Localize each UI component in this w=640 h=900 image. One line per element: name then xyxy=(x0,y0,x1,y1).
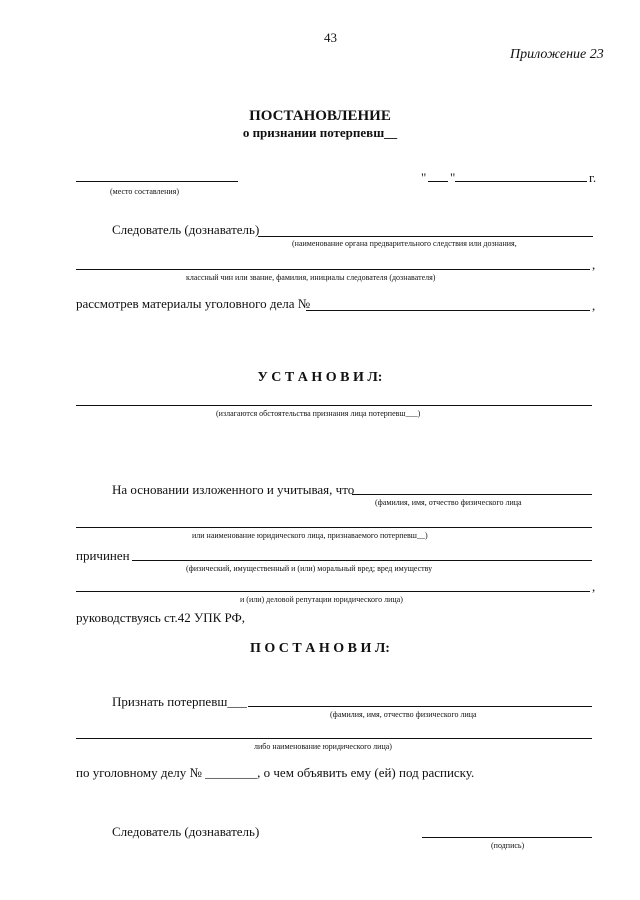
resolved-heading: П О С Т А Н О В И Л: xyxy=(250,641,390,656)
victim-legal-caption: или наименование юридического лица, признаваемого потерпевш__) xyxy=(192,531,428,540)
reputation-comma: , xyxy=(592,579,596,594)
date-day-line[interactable] xyxy=(428,181,448,182)
date-quote-close: " xyxy=(450,170,456,185)
date-quote-open: " xyxy=(421,170,427,185)
recognize-label: Признать потерпевш___ xyxy=(112,694,247,709)
investigator-rank-line[interactable] xyxy=(76,269,590,270)
recognized-person-line[interactable] xyxy=(248,706,592,707)
appendix-label: Приложение 23 xyxy=(510,47,604,62)
criminal-case-text: по уголовному делу № ________, о чем объявить ему (ей) под расписку. xyxy=(76,765,475,780)
signature-line[interactable] xyxy=(422,837,592,838)
reputation-line[interactable] xyxy=(76,591,590,592)
established-heading: У С Т А Н О В И Л: xyxy=(257,370,383,385)
place-field-line[interactable] xyxy=(76,181,238,182)
case-materials-text: рассмотрев материалы уголовного дела № xyxy=(76,296,311,311)
date-month-line[interactable] xyxy=(455,181,587,182)
organ-caption: (наименование органа предварительного следствия или дознания, xyxy=(292,239,517,248)
circumstances-line[interactable] xyxy=(76,405,592,406)
recognized-person-caption: (фамилия, имя, отчество физического лица xyxy=(330,710,477,719)
recognized-legal-caption: либо наименование юридического лица) xyxy=(254,742,392,751)
case-comma: , xyxy=(592,298,596,313)
reputation-caption: и (или) деловой репутации юридического лица) xyxy=(240,595,403,604)
document-subtitle: о признании потерпевш__ xyxy=(242,125,398,140)
harm-line[interactable] xyxy=(132,560,592,561)
investigator-label: Следователь (дознаватель) xyxy=(112,222,260,237)
circumstances-caption: (излагаются обстоятельства признания лица потерпевш___) xyxy=(216,409,421,418)
document-title: ПОСТАНОВЛЕНИЕ xyxy=(249,108,391,124)
signature-label: Следователь (дознаватель) xyxy=(112,824,260,839)
case-number-line[interactable] xyxy=(306,310,590,311)
signature-caption: (подпись) xyxy=(491,841,525,850)
victim-person-caption: (фамилия, имя, отчество физического лица xyxy=(375,498,522,507)
page-number: 43 xyxy=(324,30,337,45)
rank-caption: классный чин или звание, фамилия, инициалы следователя (дознавателя) xyxy=(186,273,436,282)
recognized-legal-line[interactable] xyxy=(76,738,592,739)
basis-text: На основании изложенного и учитывая, что xyxy=(112,482,355,497)
place-caption: (место составления) xyxy=(110,187,179,196)
rank-line-comma: , xyxy=(592,257,596,272)
investigator-organ-line[interactable] xyxy=(258,236,593,237)
harm-caption: (физический, имущественный и (или) моральный вред; вред имуществу xyxy=(186,564,433,573)
guided-text: руководствуясь ст.42 УПК РФ, xyxy=(76,610,246,625)
year-suffix: г. xyxy=(589,170,597,185)
caused-label: причинен xyxy=(76,548,130,563)
victim-legal-line[interactable] xyxy=(76,527,592,528)
victim-person-line[interactable] xyxy=(352,494,592,495)
